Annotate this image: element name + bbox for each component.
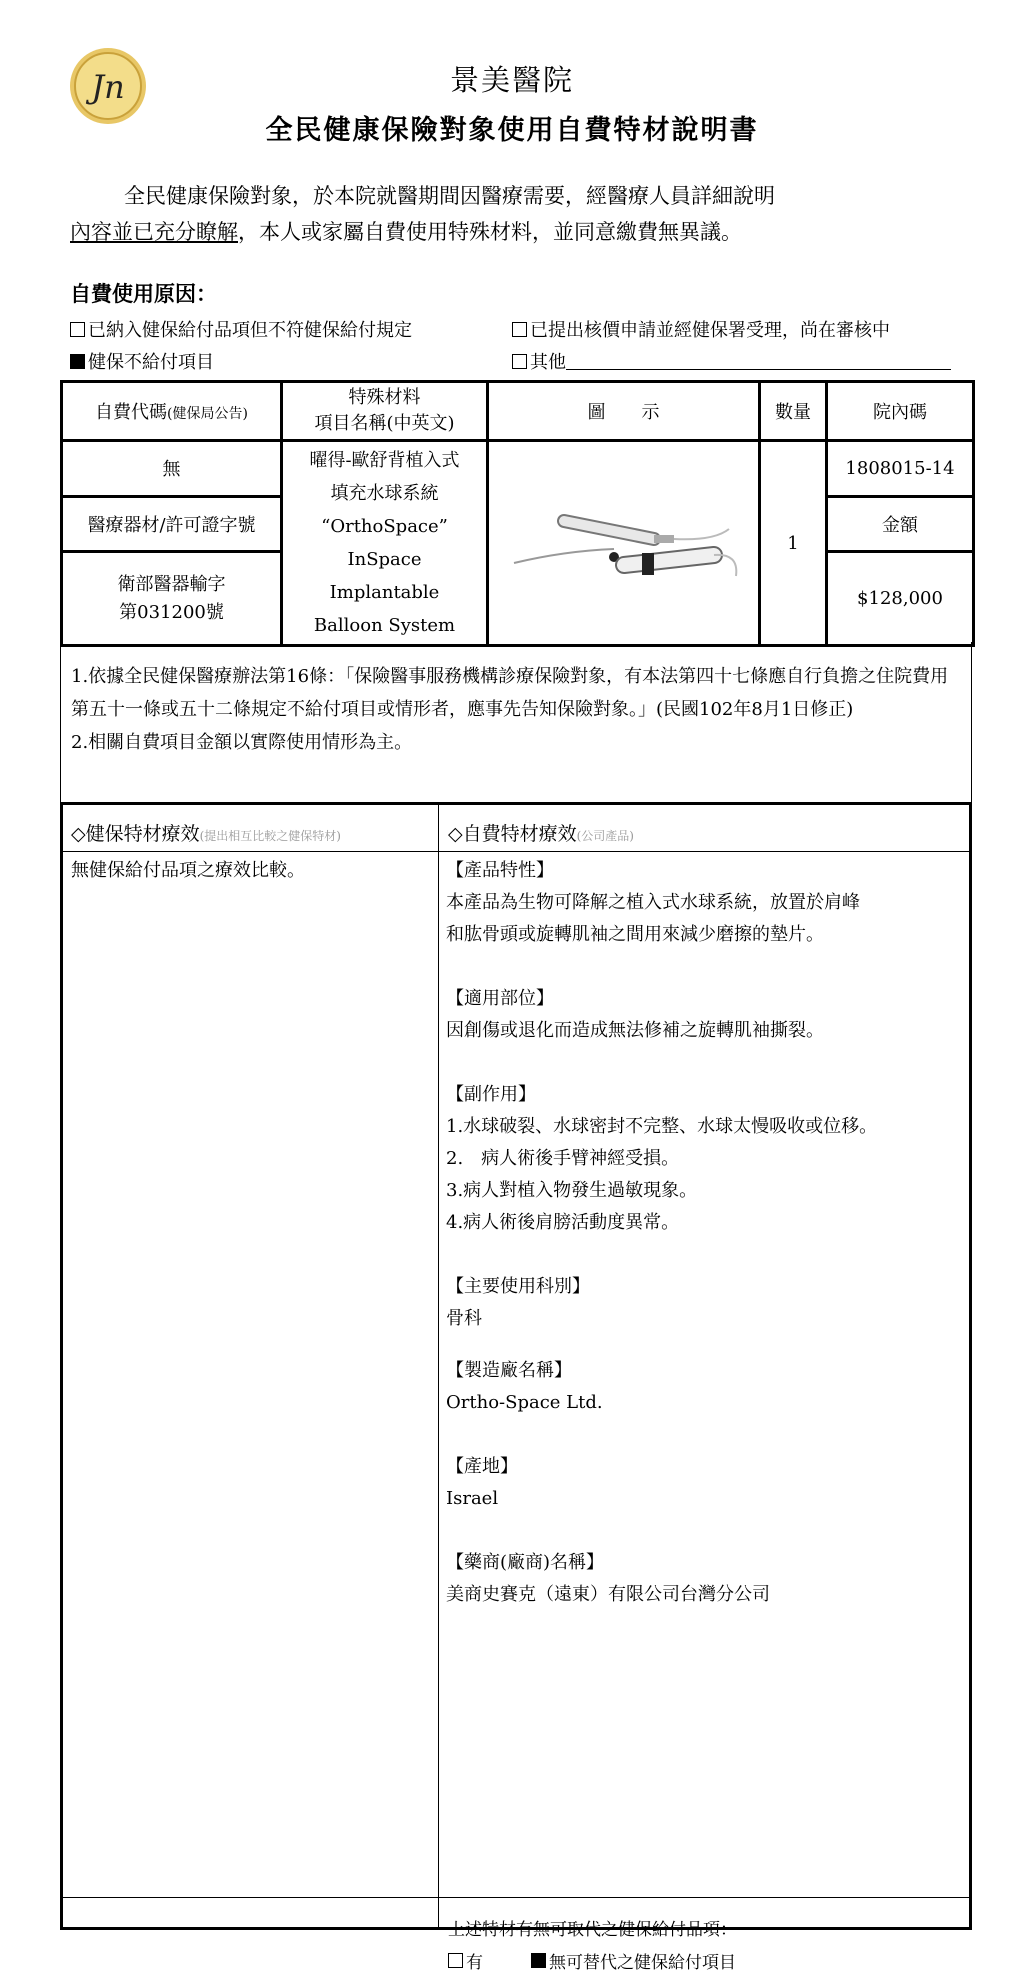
- section-line: 因創傷或退化而造成無法修補之旋轉肌袖撕裂。: [446, 1020, 824, 1041]
- checkbox-empty-icon[interactable]: [512, 354, 527, 369]
- code-value: 無: [62, 441, 282, 497]
- right-body: [446, 855, 966, 1611]
- material-table: [60, 380, 975, 647]
- reason-option-1[interactable]: 已納入健保給付品項但不符健保給付規定: [70, 316, 412, 342]
- efficacy-table: [60, 802, 972, 1973]
- section-line: 3.病人對植入物發生過敏現象。: [446, 1180, 698, 1201]
- checkbox-filled-icon[interactable]: [70, 354, 85, 369]
- checkbox-empty-icon[interactable]: [448, 1953, 463, 1968]
- header-hosp-code: 院內碼: [827, 382, 974, 441]
- section-line: 本產品為生物可降解之植入式水球系統，放置於肩峰: [446, 892, 860, 913]
- section-line: 2. 病人術後手臂神經受損。: [446, 1148, 680, 1169]
- section-line: Israel: [446, 1488, 499, 1509]
- right-column-title: ◇自費特材療效(公司產品): [448, 823, 634, 845]
- intro-line-1: 全民健康保險對象，於本院就醫期間因醫療需要，經醫療人員詳細說明: [124, 184, 775, 208]
- checkbox-filled-icon[interactable]: [531, 1953, 546, 1968]
- section-title: 【製造廠名稱】: [446, 1360, 572, 1381]
- amount-value: $128,000: [827, 552, 974, 646]
- checkbox-empty-icon[interactable]: [70, 322, 85, 337]
- conclusion-question: 上述特材有無可取代之健保給付品項：: [448, 1920, 737, 1940]
- device-image-cell: [488, 441, 760, 646]
- efficacy-left-column: [63, 805, 439, 1927]
- license-label: 醫療器材/許可證字號: [62, 496, 282, 552]
- intro-underlined: 內容並已充分瞭解: [70, 220, 238, 244]
- reason-option-4[interactable]: 其他: [512, 348, 951, 374]
- section-title: 【副作用】: [446, 1084, 536, 1105]
- section-title: 【適用部位】: [446, 988, 554, 1009]
- document-title: 全民健康保險對象使用自費特材說明書: [265, 115, 759, 146]
- checkbox-empty-icon[interactable]: [512, 322, 527, 337]
- left-body: 無健保給付品項之療效比較。: [71, 860, 305, 881]
- reason-title: 自費使用原因：: [70, 281, 217, 306]
- left-column-title: ◇健保特材療效(提出相互比較之健保特材): [71, 823, 341, 845]
- conclusion-yes[interactable]: 有: [448, 1948, 483, 1973]
- section-line: 1.水球破裂、水球密封不完整、水球太慢吸收或位移。: [446, 1116, 878, 1137]
- device-image: [504, 481, 744, 601]
- section-title: 【主要使用科別】: [446, 1276, 590, 1297]
- conclusion-no[interactable]: 無可替代之健保給付項目: [531, 1948, 736, 1973]
- section-line: 和肱骨頭或旋轉肌袖之間用來減少磨擦的墊片。: [446, 924, 824, 945]
- header-image: 圖 示: [488, 382, 760, 441]
- reason-option-2[interactable]: 已提出核價申請並經健保署受理，尚在審核中: [512, 316, 890, 342]
- note-1: 1.依據全民健保醫療辦法第16條：「保險醫事服務機構診療保險對象，有本法第四十七條應自行負擔之住院費用第五十一條或五十二條規定不給付項目或情形者，應事先告知保險對象。」(民國102年8月1日修正): [71, 666, 949, 720]
- hospital-name: 景美醫院: [449, 63, 574, 97]
- license-value: 衛部醫器輸字 第031200號: [62, 552, 282, 646]
- intro-line-2: ，本人或家屬自費使用特殊材料，並同意繳費無異議。: [238, 220, 742, 244]
- section-title: 【產地】: [446, 1456, 518, 1477]
- qty-value: 1: [760, 441, 827, 646]
- section-title: 【藥商(廠商)名稱】: [446, 1552, 605, 1573]
- header-code: 自費代碼(健保局公告): [62, 382, 282, 441]
- section-line: 美商史賽克（遠東）有限公司台灣分公司: [446, 1584, 770, 1605]
- hosp-code-value: 1808015-14: [827, 441, 974, 497]
- header-material: 特殊材料 項目名稱(中英文): [282, 382, 488, 441]
- other-blank-line: [566, 353, 951, 370]
- material-name: 曜得-歐舒背植入式 填充水球系統 “OrthoSpace” InSpace Implantable Balloon System: [282, 441, 488, 646]
- header-qty: 數量: [760, 382, 827, 441]
- conclusion-row: [63, 1897, 969, 1898]
- reason-option-3[interactable]: 健保不給付項目: [70, 348, 214, 374]
- section-line: 4.病人術後肩膀活動度異常。: [446, 1212, 680, 1233]
- amount-label: 金額: [827, 496, 974, 552]
- section-title: 【產品特性】: [446, 860, 554, 881]
- section-line: Ortho-Space Ltd.: [446, 1392, 603, 1413]
- note-2: 2.相關自費項目金額以實際使用情形為主。: [71, 732, 413, 753]
- notes-section: [60, 642, 972, 802]
- intro-paragraph: [70, 178, 960, 250]
- section-line: 骨科: [446, 1308, 482, 1329]
- logo-monogram: Jn: [91, 68, 125, 106]
